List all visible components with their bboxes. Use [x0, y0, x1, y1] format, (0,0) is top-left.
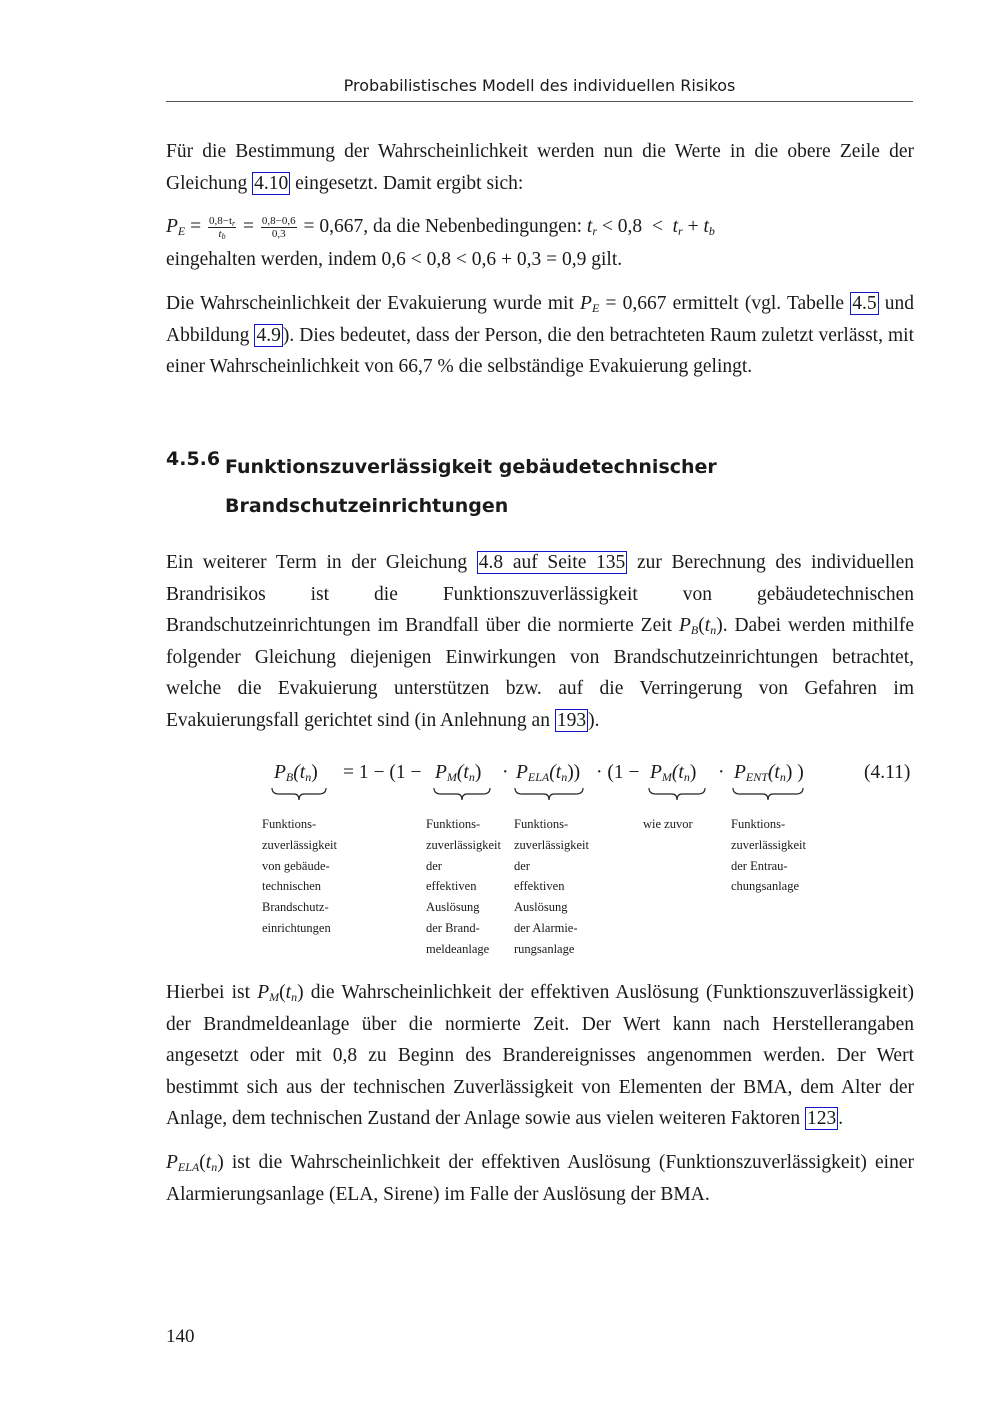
eq-pm-arg-sub: n — [468, 770, 475, 784]
eq-pb-arg-sub: n — [305, 770, 312, 784]
paragraph-result — [166, 288, 914, 383]
p5-text-1: die Wahrscheinlichkeit der effektiven Auslösung (Funktionszuverlässigkeit) der Brandmeldeanlage über die normierte Zeit. Der Wert kann nach Herstellerangaben angesetzt oder mit 0,8 zu Beginn des Brandereignisses angenommen werden. Der Wert bestimmt sich aus der technischen Zuverlässigkeit von Elementen der BMA, dem Alter der Anlage, dem technischen Zustand der Anlage sowie aus vielen weiteren Faktoren — [166, 982, 914, 1129]
p4-pb-sub: B — [690, 623, 699, 637]
p4-t: t — [704, 615, 711, 636]
fraction-1-numerator — [208, 215, 236, 228]
label-pela-line: der — [514, 858, 530, 873]
eq-pent-arg: (t — [767, 762, 780, 783]
p5-text-pre: Hierbei ist — [166, 982, 258, 1003]
running-header: Probabilistisches Modell des individuellen Risikos — [343, 76, 736, 95]
ref-equation-4-8[interactable]: 4.8 auf Seite 135 — [478, 552, 626, 573]
eq-pm2-arg: (t — [671, 762, 684, 783]
eq-op-1: = 1 − (1 − — [343, 762, 422, 783]
frac1-num-sub: r — [232, 219, 236, 229]
eq-pm-arg: (t — [456, 762, 469, 783]
p1-text-2: eingesetzt. Damit ergibt sich: — [290, 172, 524, 194]
eq-term-pm — [435, 762, 481, 784]
label-pent-line: der Entrau- — [731, 858, 788, 873]
equation-number: (4.11) — [864, 762, 911, 783]
p3-pe-sub: E — [591, 301, 600, 315]
eq-op-3: · (1 − — [596, 762, 640, 783]
p5-paren-open: ( — [279, 982, 286, 1003]
p5-pm-symbol: P — [257, 982, 270, 1003]
p3-pe-symbol: P — [580, 293, 592, 314]
eq-pm2-arg-sub: n — [683, 770, 690, 784]
label-pela-line: effektiven — [514, 879, 565, 894]
cond-t1: t — [586, 216, 593, 237]
eq-pm-symbol: P — [435, 762, 447, 783]
p5-text-2: . — [838, 1108, 844, 1129]
eq-pm-close: ) — [474, 762, 482, 783]
pe-result: = 0,667, da die Nebenbedingungen: — [298, 216, 587, 237]
p6-pela-symbol: P — [166, 1152, 178, 1173]
label-pm-2 — [643, 814, 693, 835]
eq-pela-symbol: P — [516, 762, 528, 783]
label-pent-line: Funktions- — [731, 817, 786, 831]
cond-mid: < 0,8 < — [596, 216, 673, 237]
label-pb-line: zuverlässigkeit — [262, 837, 337, 852]
label-pent-line: chungsanlage — [731, 879, 800, 894]
label-pb-line: einrichtungen — [262, 920, 331, 935]
label-pb-line: technischen — [262, 879, 322, 894]
p6-paren-open: ( — [199, 1152, 206, 1173]
header-rule — [166, 101, 913, 102]
fraction-2 — [261, 215, 297, 240]
label-pela-line: Funktions- — [514, 817, 569, 831]
fraction-2-denominator: 0,3 — [271, 228, 286, 241]
frac1-den-sub: b — [221, 232, 226, 242]
cond-t2: t — [672, 216, 679, 237]
ref-table-4-5[interactable]: 4.5 — [852, 293, 877, 314]
p4-text-4: ). — [588, 709, 600, 731]
section-number: 4.5.6 — [166, 448, 221, 470]
label-pela-line: rungsanlage — [514, 941, 575, 956]
p4-t-sub: n — [710, 623, 717, 637]
eq-pela-close: )) — [567, 762, 581, 783]
cond-plus: + — [682, 216, 704, 237]
label-pela-line: der Alarmie- — [514, 920, 578, 935]
eq-op-2: · — [502, 762, 509, 783]
eq-pb-sub: B — [285, 770, 294, 784]
label-pm-line: der — [426, 858, 442, 873]
underbrace-pm-2 — [648, 787, 706, 801]
p5-paren-close: ) — [297, 982, 304, 1003]
p6-text-1: ist die Wahrscheinlichkeit der effektiven Auslösung (Funktionszuverlässigkeit) einer Alarmierungsanlage (ELA, Sirene) im Falle der Auslösung der BMA. — [166, 1152, 914, 1205]
eq-term-pela — [516, 762, 580, 784]
frac1-den-text: t — [218, 228, 222, 241]
label-pm-line: zuverlässigkeit — [426, 837, 501, 852]
eq-op-4: · — [718, 762, 725, 783]
label-pm-line: meldeanlage — [426, 941, 490, 956]
fraction-2-numerator: 0,8−0,6 — [261, 215, 296, 228]
p6-t-sub: n — [211, 1160, 218, 1174]
cond-t2-sub: r — [678, 224, 683, 238]
ref-figure-4-9[interactable]: 4.9 — [256, 324, 281, 346]
p5-t: t — [285, 982, 292, 1003]
section-title: Funktionszuverlässigkeit gebäudetechnischer Brandschutzeinrichtungen — [225, 456, 717, 517]
eq-pela-arg: (t — [549, 762, 562, 783]
formula-pe — [166, 212, 715, 242]
label-pb-line: Brandschutz- — [262, 900, 329, 915]
label-pb-line: Funktions- — [262, 817, 317, 831]
paragraph-intro — [166, 136, 914, 199]
p3-text-2: = 0,667 ermittelt (vgl. Tabelle — [599, 293, 851, 314]
pe-equals-2: = — [238, 216, 259, 237]
eq-pent-sub: ENT — [745, 770, 768, 784]
underbrace-pb — [271, 787, 327, 801]
paragraph-pela-explanation — [166, 1147, 914, 1210]
underbrace-pm — [433, 787, 491, 801]
label-pm-line: Funktions- — [426, 817, 481, 831]
eq-pb-close: ) — [311, 762, 318, 783]
p4-paren-close: ) — [716, 615, 723, 636]
eq-pent-close: ) ) — [785, 762, 804, 783]
ref-equation-4-10[interactable]: 4.10 — [254, 172, 289, 194]
label-pm-line: Auslösung — [426, 900, 480, 915]
p6-pela-sub: ELA — [177, 1160, 200, 1174]
label-pela — [514, 814, 589, 960]
label-pb — [262, 814, 337, 939]
p1-text-1: Für die Bestimmung der Wahrscheinlichkeit werden nun die Werte in die obere Zeile der Gleichung — [166, 141, 914, 194]
paragraph-condition: eingehalten werden, indem 0,6 < 0,8 < 0,6 + 0,3 = 0,9 gilt. — [166, 249, 623, 270]
label-pela-line: Auslösung — [514, 900, 568, 915]
ref-citation-193[interactable]: 193 — [556, 709, 587, 731]
eq-pm2-close: ) — [689, 762, 697, 783]
label-pm — [426, 814, 501, 960]
label-pm-line: effektiven — [426, 879, 477, 894]
p6-t: t — [205, 1152, 212, 1173]
eq-pm-sub: M — [446, 770, 457, 784]
p4-text-3: . Dabei werden mithilfe folgender Gleichung diejenigen Einwirkungen von Brandschutzeinrichtungen betrachtet, welche die Evakuierung unterstützen bzw. auf die Verringerung von Gefahren im Evakuierungsfall gerichtet sind (in Anlehnung an — [166, 615, 914, 731]
page-number: 140 — [166, 1326, 195, 1347]
frac1-num-text: 0,8−t — [209, 215, 233, 228]
paragraph-section-intro — [166, 547, 914, 736]
pe-equals-1: = — [185, 216, 207, 237]
label-pent — [731, 814, 806, 897]
fraction-1 — [208, 215, 236, 240]
label-pm2-line: wie zuvor — [643, 817, 693, 831]
label-pm-line: der Brand- — [426, 920, 480, 935]
eq-term-pent — [734, 762, 804, 784]
underbrace-pent — [732, 787, 804, 801]
eq-pm2-symbol: P — [650, 762, 662, 783]
ref-citation-123[interactable]: 123 — [806, 1108, 837, 1129]
fraction-1-denominator — [208, 228, 236, 240]
eq-pela-sub: ELA — [527, 770, 550, 784]
eq-pb-arg: (t — [293, 762, 306, 783]
eq-pb-symbol: P — [274, 762, 286, 783]
label-pent-line: zuverlässigkeit — [731, 837, 806, 852]
p4-paren-open: ( — [698, 615, 705, 636]
underbrace-pela — [514, 787, 584, 801]
p3-text-1: Die Wahrscheinlichkeit der Evakuierung wurde mit — [166, 293, 581, 314]
cond-t1-sub: r — [592, 224, 597, 238]
eq-pent-arg-sub: n — [779, 770, 786, 784]
p5-t-sub: n — [291, 990, 298, 1004]
p4-text-1: Ein weiterer Term in der Gleichung — [166, 552, 477, 573]
p4-pb-symbol: P — [679, 615, 691, 636]
eq-pent-symbol: P — [734, 762, 746, 783]
cond-t3: t — [703, 216, 709, 237]
eq-term-pb — [274, 762, 318, 784]
pe-symbol: P — [166, 216, 178, 237]
eq-pela-arg-sub: n — [561, 770, 568, 784]
label-pela-line: zuverlässigkeit — [514, 837, 589, 852]
p3-text-3: und Abbildung — [166, 293, 914, 346]
p5-pm-sub: M — [269, 990, 280, 1004]
label-pb-line: von gebäude- — [262, 858, 330, 873]
p3-text-4: ). Dies bedeutet, dass der Person, die den betrachteten Raum zuletzt verlässt, mit einer Wahrscheinlichkeit von 66,7 % die selbständige Evakuierung gelingt. — [166, 324, 915, 377]
pe-subscript: E — [177, 224, 186, 238]
p6-paren-close: ) — [217, 1152, 224, 1173]
p4-text-2: zur Berechnung des individuellen Brandrisikos ist die Funktionszuverlässigkeit von gebäudetechnischen Brandschutzeinrichtungen im Brandfall über die normierte Zeit — [166, 552, 914, 636]
eq-pm2-sub: M — [661, 770, 672, 784]
eq-term-pm-2 — [650, 762, 696, 784]
paragraph-pm-explanation — [166, 977, 914, 1135]
cond-t3-sub: b — [708, 224, 715, 238]
